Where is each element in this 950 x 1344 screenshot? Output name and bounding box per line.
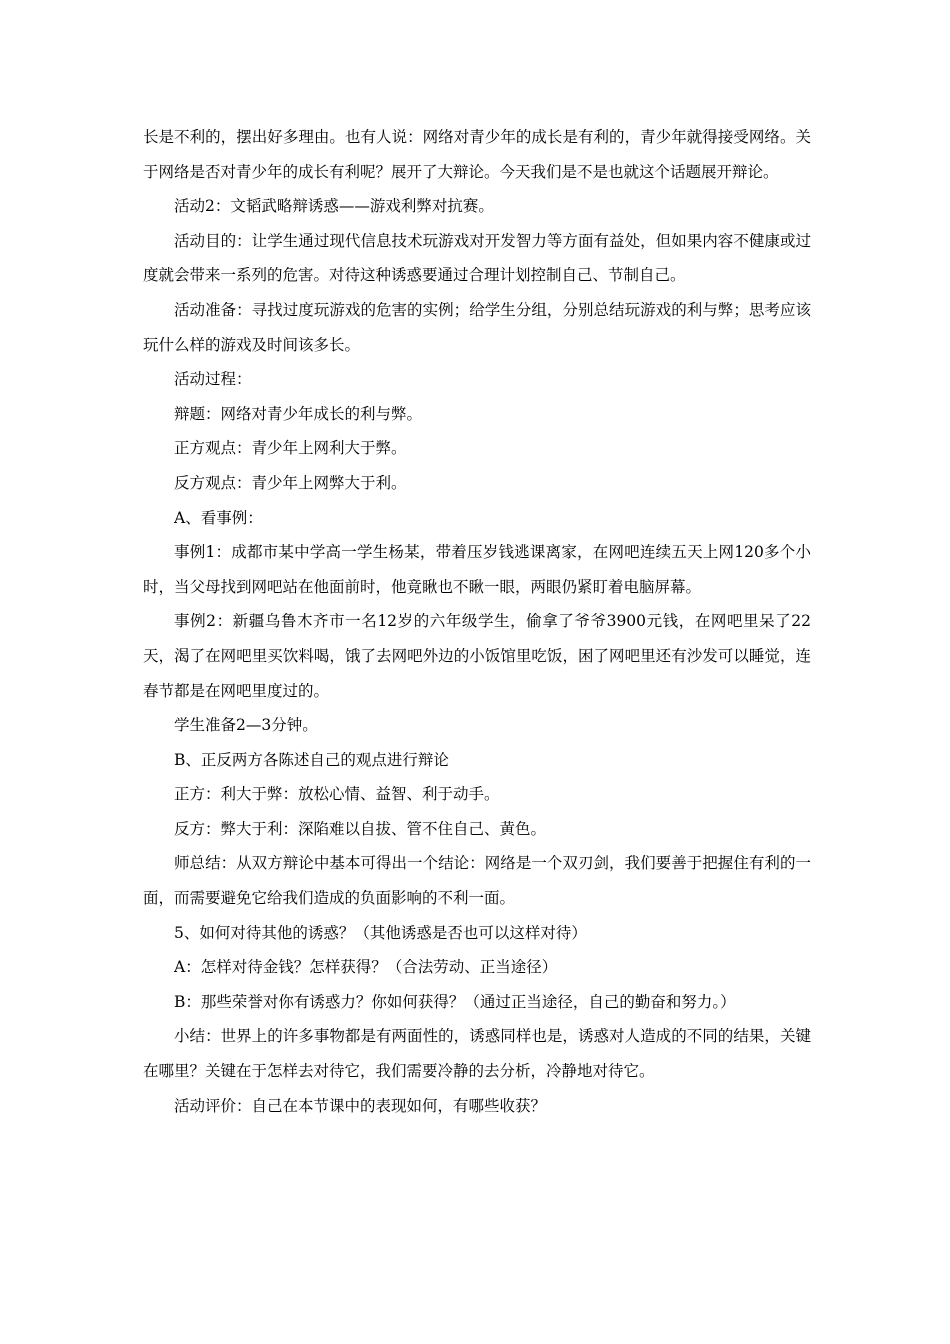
paragraph-section-a: A、看事例： bbox=[174, 508, 263, 527]
paragraph-activity-purpose: 活动目的：让学生通过现代信息技术玩游戏对开发智力等方面有益处，但如果内容不健康或过度就会带来一系列的危害。对待这种诱惑要通过合理计划控制自己、节制自己。 bbox=[143, 231, 811, 285]
paragraph-question-b: B：那些荣誉对你有诱惑力？你如何获得？（通过正当途径，自己的勤奋和努力。） bbox=[174, 992, 736, 1011]
paragraph-negative-view: 反方观点：青少年上网弊大于利。 bbox=[174, 473, 407, 492]
paragraph-example-1: 事例1：成都市某中学高一学生杨某，带着压岁钱逃课离家，在网吧连续五天上网120多个小时，当父母找到网吧站在他面前时，他竟瞅也不瞅一眼，两眼仍紧盯着电脑屏幕。 bbox=[143, 543, 811, 596]
paragraph-activity-evaluation: 活动评价：自己在本节课中的表现如何，有哪些收获？ bbox=[174, 1096, 547, 1115]
paragraph-activity-preparation: 活动准备：寻找过度玩游戏的危害的实例；给学生分组，分别总结玩游戏的利与弊；思考应该玩什么样的游戏及时间该多长。 bbox=[143, 300, 811, 354]
document-body bbox=[143, 120, 811, 1123]
paragraph-teacher-summary: 师总结：从双方辩论中基本可得出一个结论：网络是一个双刃剑，我们要善于把握住有利的一面，而需要避免它给我们造成的负面影响的不利一面。 bbox=[143, 854, 811, 908]
paragraph-activity-2-title: 活动2：文韬武略辩诱惑——游戏利弊对抗赛。 bbox=[174, 197, 494, 216]
paragraph-affirmative-points: 正方：利大于弊：放松心情、益智、利于动手。 bbox=[174, 785, 500, 804]
paragraph-section-b: B、正反两方各陈述自己的观点进行辩论 bbox=[174, 750, 449, 769]
paragraph-conclusion: 小结：世界上的许多事物都是有两面性的，诱惑同样也是，诱惑对人造成的不同的结果，关键在哪里？关键在于怎样去对待它，我们需要冷静的去分析，冷静地对待它。 bbox=[143, 1027, 811, 1081]
paragraph-example-2: 事例2：新疆乌鲁木齐市一名12岁的六年级学生，偷拿了爷爷3900元钱，在网吧里呆了22天，渴了在网吧里买饮料喝，饿了去网吧外边的小饭馆里吃饭，困了网吧里还有沙发可以睡觉，连春节都是在网吧里度过的。 bbox=[143, 612, 811, 700]
paragraph-question-a: A：怎样对待金钱？怎样获得？（合法劳动、正当途径） bbox=[174, 958, 558, 977]
paragraph-student-prep: 学生准备2—3分钟。 bbox=[174, 716, 318, 735]
paragraph-debate-topic: 辩题：网络对青少年成长的利与弊。 bbox=[174, 404, 423, 423]
paragraph-activity-process: 活动过程： bbox=[174, 370, 252, 389]
paragraph-affirmative-view: 正方观点：青少年上网利大于弊。 bbox=[174, 439, 407, 458]
paragraph-continuation: 长是不利的，摆出好多理由。也有人说：网络对青少年的成长是有利的，青少年就得接受网络。关于网络是否对青少年的成长有利呢？展开了大辩论。今天我们是不是也就这个话题展开辩论。 bbox=[143, 128, 811, 181]
paragraph-negative-points: 反方：弊大于利：深陷难以自拔、管不住自己、黄色。 bbox=[174, 819, 547, 838]
paragraph-question-5: 5、如何对待其他的诱惑？（其他诱惑是否也可以这样对待） bbox=[174, 923, 587, 942]
